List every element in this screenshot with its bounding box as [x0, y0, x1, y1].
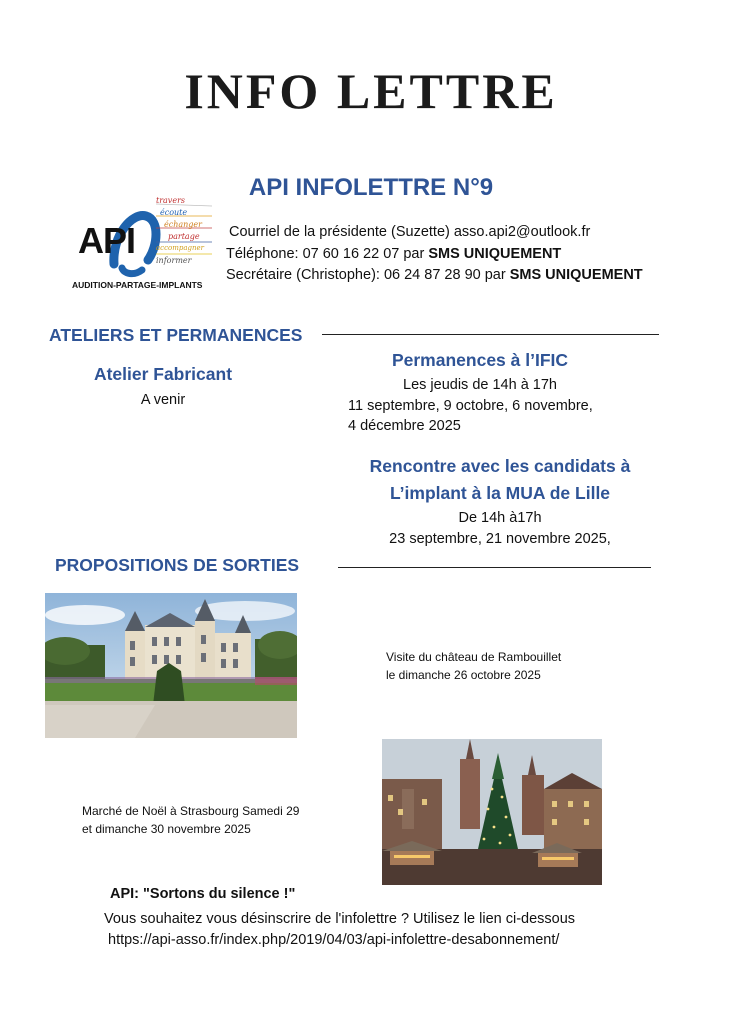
sorties-divider	[338, 567, 651, 568]
footer-slogan: API: "Sortons du silence !"	[110, 886, 296, 902]
ific-line-1: Les jeudis de 14h à 17h	[403, 377, 557, 393]
api-logo	[72, 194, 220, 296]
president-email-text: Courriel de la présidente (Suzette) asso.api2@outlook.fr	[229, 224, 591, 240]
sorties-heading: PROPOSITIONS DE SORTIES	[55, 555, 300, 575]
logo-word-4: partage	[168, 232, 200, 241]
phone-sms-only: SMS UNIQUEMENT	[428, 246, 562, 262]
logo-word-5: accompagner	[156, 244, 204, 252]
atelier-fabricant-text: A venir	[140, 392, 186, 408]
rambouillet-line-2: le dimanche 26 octobre 2025	[386, 668, 541, 682]
ific-line-3: 4 décembre 2025	[348, 418, 461, 434]
logo-word-6: informer	[156, 256, 192, 265]
ateliers-divider	[322, 334, 659, 335]
ific-line-2: 11 septembre, 9 octobre, 6 novembre,	[348, 398, 593, 414]
logo-brand: API	[78, 220, 136, 261]
ateliers-heading: ATELIERS ET PERMANENCES	[49, 325, 303, 345]
issue-title: API INFOLETTRE N°9	[248, 174, 494, 201]
rambouillet-line-1: Visite du château de Rambouillet	[386, 650, 562, 664]
logo-tagline: AUDITION-PARTAGE-IMPLANTS	[72, 280, 203, 290]
unsubscribe-link[interactable]: https://api-asso.fr/index.php/2019/04/03/api-infolettre-desabonnement/	[108, 932, 560, 948]
logo-word-1: travers	[156, 196, 185, 205]
president-contact	[229, 224, 590, 240]
rencontre-line-1: De 14h à17h	[458, 510, 542, 526]
rambouillet-photo	[45, 593, 297, 738]
unsubscribe-text: Vous souhaitez vous désinscrire de l'infolettre ? Utilisez le lien ci-dessous	[104, 911, 576, 927]
phone-contact	[226, 246, 561, 262]
secretary-contact	[226, 267, 643, 283]
strasbourg-photo	[382, 739, 602, 885]
atelier-fabricant-title: Atelier Fabricant	[93, 364, 233, 384]
page-title: INFO LETTRE	[184, 63, 558, 119]
strasbourg-line-1: Marché de Noël à Strasbourg Samedi 29	[82, 804, 300, 818]
secretary-sms-only: SMS UNIQUEMENT	[509, 267, 643, 283]
ific-title: Permanences à l’IFIC	[391, 350, 569, 370]
rencontre-line-2: 23 septembre, 21 novembre 2025,	[389, 531, 611, 547]
phone-text: Téléphone: 07 60 16 22 07 par	[226, 246, 429, 262]
logo-word-2: écoute	[160, 208, 188, 217]
rencontre-title-2: L’implant à la MUA de Lille	[389, 483, 611, 503]
rencontre-title-1: Rencontre avec les candidats à	[369, 456, 631, 476]
strasbourg-line-2: et dimanche 30 novembre 2025	[82, 822, 251, 836]
logo-word-3: échanger	[164, 220, 202, 229]
secretary-text: Secrétaire (Christophe): 06 24 87 28 90 par	[226, 267, 510, 283]
